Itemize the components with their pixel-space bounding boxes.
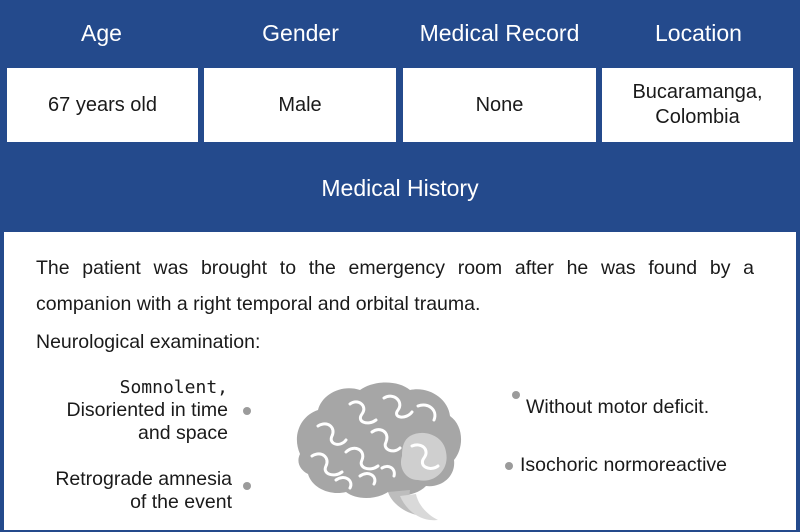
bullet-dot	[243, 407, 251, 415]
finding-amnesia-1: Retrograde amnesia	[55, 468, 232, 490]
finding-disoriented-1: Disoriented in time	[66, 399, 228, 421]
brain-icon	[288, 376, 468, 526]
finding-orientation	[67, 376, 228, 445]
history-paragraph: The patient was brought to the emergency room after he was found by a companion with a right temporal and orbital trauma.	[36, 257, 754, 315]
header-location: Location	[655, 19, 742, 46]
medical-history-title: Medical History	[321, 174, 479, 201]
finding-amnesia-2: of the event	[130, 491, 232, 513]
header-age: Age	[81, 19, 122, 46]
value-age: 67 years old	[7, 68, 198, 142]
exam-label: Neurological examination:	[36, 331, 261, 353]
finding-motor: Without motor deficit.	[526, 396, 710, 418]
bullet-dot	[512, 391, 520, 399]
header-gender: Gender	[262, 19, 339, 46]
header-medical-record: Medical Record	[419, 19, 580, 46]
finding-somnolent: Somnolent,	[119, 377, 228, 398]
finding-pupils: Isochoric normoreactive	[520, 454, 727, 476]
bullet-dot	[505, 462, 513, 470]
finding-amnesia	[55, 468, 232, 514]
value-medical-record: None	[403, 68, 596, 142]
bullet-dot	[243, 482, 251, 490]
medical-history-panel	[4, 232, 796, 530]
value-location: Bucaramanga, Colombia	[602, 68, 793, 142]
value-gender: Male	[204, 68, 396, 142]
finding-disoriented-2: and space	[138, 422, 228, 444]
